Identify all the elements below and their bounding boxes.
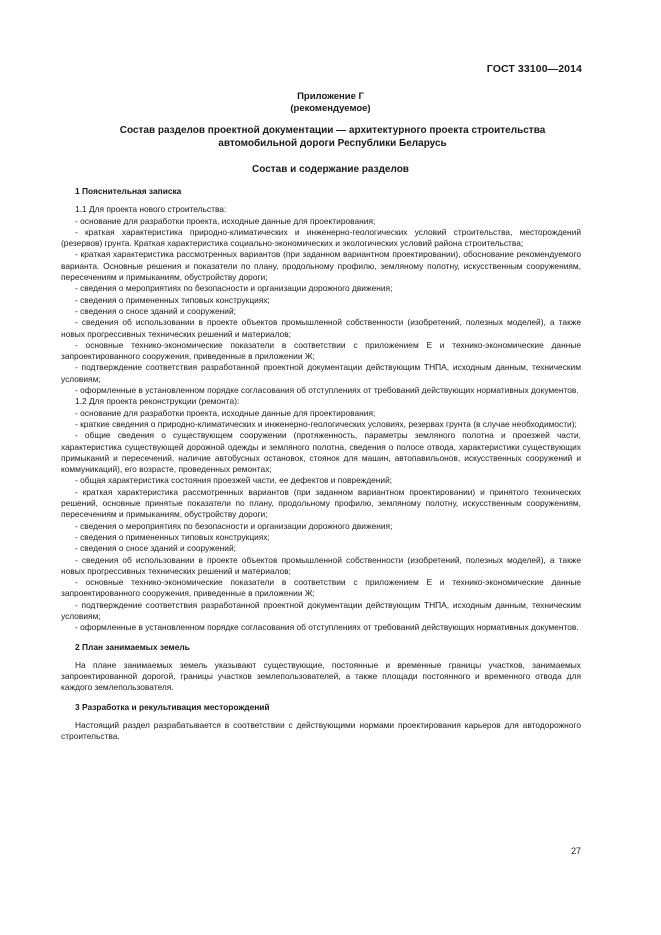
list-item: - сведения об использовании в проекте объектов промышленной собственности (изобретений, полезных моделей), а также новых прогрессивных технических решений и материалов; <box>61 554 581 576</box>
section-3-text: Настоящий раздел разрабатывается в соответствии с действующими нормами проектирования карьеров для автодорожного строительства. <box>61 720 581 742</box>
annex-label: Приложение Г <box>297 91 364 102</box>
list-item: - основные технико-экономические показатели в соответствии с приложением Е и технико-экономические данные запроектированного сооружения, приведенные в приложении Ж; <box>61 577 581 599</box>
list-item: - основание для разработки проекта, исходные данные для проектирования; <box>75 407 376 418</box>
subsection-1-1-heading: 1.1 Для проекта нового строительства: <box>75 204 227 215</box>
list-item: - сведения о мероприятиях по безопасности и организации дорожного движения; <box>75 283 393 294</box>
document-title <box>60 125 605 150</box>
list-item: - основание для разработки проекта, исходные данные для проектирования; <box>75 215 376 226</box>
list-item: - общая характеристика состояния проезжей части, ее дефектов и повреждений; <box>75 475 393 486</box>
list-item: - оформленные в установленном порядке согласования об отступлениях от требований действующих нормативных документов. <box>75 385 579 396</box>
section-2-text: На плане занимаемых земель указывают существующие, постоянные и временные границы участков, занимаемых запроектированной дорогой, границы участков землепользователей, а также площади постоянного и временного отвода для каждого землепользователя. <box>61 659 581 693</box>
section-title: Состав и содержание разделов <box>252 164 409 175</box>
list-item: - основные технико-экономические показатели в соответствии с приложением Е и технико-экономические данные запроектированного сооружения, приведенные в приложении Ж; <box>61 339 581 362</box>
list-item: - сведения о сносе зданий и сооружений; <box>75 305 236 316</box>
list-item: - сведения об использовании в проекте объектов промышленной собственности (изобретений, полезных моделей), а также новых прогрессивных технических решений и материалов; <box>61 317 581 339</box>
list-item: - общие сведения о существующем сооружении (протяженность, параметры земляного полотна и проезжей части, характеристика существующей дорожной одежды и земляного полотна, сведения о полосе отвода, характеристики существующих примыканий и пересечений, наличие автобусных остановок, стоянок для машин, автопавильонов, искусственных сооружений и коммуникаций), его возрасте, проведенных ремонтах; <box>61 430 581 475</box>
list-item: - подтверждение соответствия разработанной проектной документации действующим ТНПА, исходным данным, техническим условиям; <box>61 599 581 621</box>
list-item: - оформленные в установленном порядке согласования об отступлениях от требований действующих нормативных документов. <box>75 622 579 633</box>
standard-code: ГОСТ 33100—2014 <box>486 63 582 75</box>
list-item: - краткая характеристика рассмотренных вариантов (при заданном вариантном проектировании) и принятого технических решений, основные принятые показатели по плану, продольному профилю, земляному полотну, искусственным сооружениям, пересечениям и примыканиям, обустройству дороги; <box>61 486 581 520</box>
list-item: - сведения о сносе зданий и сооружений; <box>75 543 236 554</box>
list-item: - краткая характеристика природно-климатических и инженерно-геологических условий строительства, месторождений (резервов) грунта. Краткая характеристика социально-экономических и экологических условий района строительства; <box>61 226 581 249</box>
page-number: 27 <box>570 846 581 856</box>
title-line-1: Состав разделов проектной документации — архитектурного проекта строительства <box>119 125 546 136</box>
document-body <box>61 186 581 743</box>
subsection-1-2-heading: 1.2 Для проекта реконструкции (ремонта): <box>75 396 240 407</box>
section-1-heading: 1 Пояснительная записка <box>75 186 182 196</box>
list-item: - краткие сведения о природно-климатических и инженерно-геологических условиях, резервах грунта (в случае необходимости); <box>75 418 577 429</box>
list-item: - краткая характеристика рассмотренных вариантов (при заданном вариантном проектировании), обоснование рекомендуемого варианта. Основные решения и показатели по плану, продольному профилю, земляному полотну, искусственным сооружениям, пересечениям и примыканиям, обустройству дороги; <box>61 249 581 283</box>
list-item: - сведения о мероприятиях по безопасности и организации дорожного движения; <box>75 520 393 531</box>
list-item: - сведения о примененных типовых конструкциях; <box>75 531 270 542</box>
section-3-heading: 3 Разработка и рекультивация месторождений <box>75 701 270 712</box>
list-item: - сведения о примененных типовых конструкциях; <box>75 294 270 305</box>
list-item: - подтверждение соответствия разработанной проектной документации действующим ТНПА, исходным данным, техническим условиям; <box>61 362 581 384</box>
section-2-heading: 2 План занимаемых земель <box>75 641 190 652</box>
annex-type: (рекомендуемое) <box>290 103 371 114</box>
annex-heading <box>0 91 661 115</box>
title-line-2: автомобильной дороги Республики Беларусь <box>218 137 447 149</box>
